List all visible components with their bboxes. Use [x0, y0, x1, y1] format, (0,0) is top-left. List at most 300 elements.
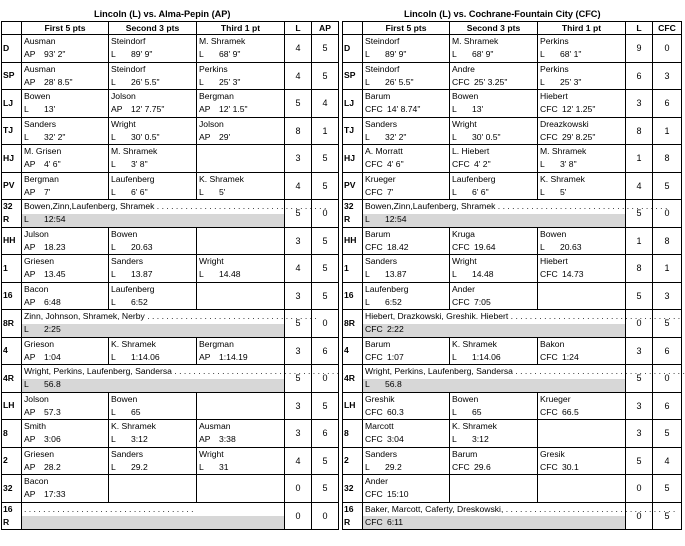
header-event — [343, 22, 363, 35]
athlete-team: AP — [199, 351, 211, 362]
athlete-name: Perkins — [540, 63, 569, 74]
meet-title-cfc: Lincoln (L) vs. Cochrane-Fountain City (CFC) — [404, 9, 601, 19]
athlete-mark: 7' — [44, 186, 51, 197]
third-place-cell — [538, 172, 626, 200]
second-place-cell — [109, 282, 197, 310]
athlete-team: L — [540, 159, 545, 169]
athlete-name: Bergman — [199, 91, 234, 101]
athlete-mark: 26' 5.5" — [385, 76, 414, 87]
athlete-name: Bergman — [199, 338, 234, 349]
third-place-cell — [197, 145, 285, 173]
athlete-team: L — [111, 159, 116, 169]
event-code: SP — [2, 62, 22, 90]
relay-mark: 2:25 — [44, 324, 61, 334]
mark-line — [111, 462, 148, 473]
mark-line — [24, 352, 61, 363]
athlete-team: L — [452, 104, 457, 114]
mark-line — [111, 187, 148, 198]
score-team-a: 3 — [626, 392, 653, 420]
header-second: Second 3 pts — [450, 22, 538, 35]
third-place-cell — [197, 447, 285, 475]
event-row — [343, 227, 682, 255]
athlete-mark: 89' 9" — [131, 49, 153, 59]
dot-leader-text: . . . . . . . . . . . . . . . . . . . . . . . . . . . . . . . . . . . . — [24, 503, 194, 514]
athlete-team: L — [111, 296, 116, 307]
score-team-a: 3 — [285, 282, 312, 310]
mark-line — [111, 132, 160, 143]
mark-line — [199, 269, 241, 280]
event-code: PV — [343, 172, 363, 200]
mark-line — [452, 159, 491, 170]
event-code: 16 — [2, 282, 22, 310]
score-team-a: 5 — [285, 90, 312, 118]
athlete-team: L — [111, 269, 116, 279]
relay-line — [365, 503, 676, 515]
athlete-name: Steindorf — [365, 36, 400, 46]
athlete-team: L — [111, 76, 116, 87]
second-place-cell — [109, 62, 197, 90]
score-team-a: 0 — [626, 310, 653, 338]
relay-mark-line — [24, 324, 61, 335]
event-row — [343, 475, 682, 503]
mark-line — [365, 434, 404, 445]
athlete-mark: 65 — [472, 406, 482, 417]
event-code: 32 — [343, 475, 363, 503]
first-place-cell — [22, 447, 109, 475]
athlete-mark: 6:48 — [44, 296, 61, 307]
third-place-cell — [197, 282, 285, 310]
third-place-cell — [197, 255, 285, 283]
third-place-cell — [538, 145, 626, 173]
mark-line — [540, 104, 595, 115]
athlete-name: M. Shramek — [199, 36, 246, 46]
athlete-name: Laufenberg — [111, 173, 155, 184]
athlete-team: CFC — [365, 406, 383, 417]
athlete-team: CFC — [540, 461, 558, 472]
second-place-cell — [109, 392, 197, 420]
athlete-team: L — [24, 104, 29, 114]
third-place-cell — [197, 117, 285, 145]
event-row — [2, 255, 339, 283]
athlete-team: L — [452, 131, 457, 142]
athlete-mark: 32' 2" — [385, 131, 407, 142]
first-place-cell — [363, 392, 450, 420]
mark-line — [24, 104, 55, 115]
event-row — [343, 502, 682, 530]
athlete-name: Ander — [365, 476, 388, 486]
header-team-b: CFC — [653, 22, 682, 35]
athlete-mark: 3' 8" — [560, 159, 577, 169]
third-place-cell — [538, 475, 626, 503]
mark-line — [540, 489, 560, 500]
athlete-name: Jolson — [199, 118, 224, 129]
score-team-b: 5 — [312, 255, 339, 283]
score-team-a: 9 — [626, 35, 653, 63]
second-place-cell — [450, 62, 538, 90]
athlete-mark: 4' 6" — [44, 159, 61, 169]
first-place-cell — [363, 475, 450, 503]
athlete-team: CFC — [365, 434, 383, 444]
second-place-cell — [109, 447, 197, 475]
third-place-cell — [197, 475, 285, 503]
athlete-mark: 15:10 — [387, 489, 409, 499]
athlete-name: Krueger — [540, 393, 571, 404]
third-place-cell — [197, 62, 285, 90]
athlete-team: CFC — [452, 461, 470, 472]
athlete-team: CFC — [452, 159, 470, 169]
event-row — [2, 172, 339, 200]
score-team-a: 3 — [285, 392, 312, 420]
score-team-a: 4 — [285, 35, 312, 63]
athlete-name: Hiebert — [540, 256, 568, 266]
athlete-name: Bakon — [540, 338, 565, 349]
score-team-a: 5 — [285, 200, 312, 228]
mark-line — [365, 462, 402, 473]
event-row — [2, 117, 339, 145]
athlete-mark: 29.6 — [474, 461, 491, 472]
score-team-b: 0 — [312, 200, 339, 228]
score-team-a: 0 — [285, 475, 312, 503]
header-first: First 5 pts — [22, 22, 109, 35]
third-place-cell — [538, 35, 626, 63]
athlete-name: Smith — [24, 421, 46, 431]
athlete-team: CFC — [365, 489, 383, 499]
event-row — [2, 200, 339, 228]
event-code: PV — [2, 172, 22, 200]
third-place-cell — [538, 62, 626, 90]
score-team-b: 0 — [653, 365, 682, 393]
mark-line — [24, 49, 65, 60]
relay-result — [22, 365, 344, 393]
relay-mark: 12:54 — [44, 214, 66, 224]
score-team-b: 0 — [312, 365, 339, 393]
athlete-mark: 29' 8.25" — [562, 131, 596, 142]
event-code: 2 — [343, 447, 363, 475]
event-row — [343, 90, 682, 118]
event-row — [2, 502, 339, 530]
second-place-cell — [450, 447, 538, 475]
athlete-name: M. Shramek — [452, 36, 499, 46]
dot-leader — [22, 516, 284, 529]
second-place-cell — [109, 35, 197, 63]
event-row — [343, 172, 682, 200]
first-place-cell — [363, 145, 450, 173]
score-team-a: 4 — [285, 172, 312, 200]
relay-names: Bowen,Zinn,Laufenberg, Shramek — [24, 201, 155, 211]
first-place-cell — [363, 117, 450, 145]
athlete-team: L — [199, 76, 204, 87]
athlete-team: AP — [24, 406, 36, 417]
athlete-mark: 3' 8" — [131, 159, 148, 169]
athlete-team: AP — [24, 241, 36, 252]
first-place-cell — [363, 90, 450, 118]
event-row — [2, 90, 339, 118]
score-team-a: 4 — [626, 172, 653, 200]
athlete-name: Kruga — [452, 228, 475, 239]
third-place-cell — [538, 447, 626, 475]
mark-line — [540, 407, 579, 418]
mark-line — [452, 297, 491, 308]
athlete-mark: 25' 3.25" — [474, 76, 508, 87]
third-place-cell — [197, 90, 285, 118]
second-place-cell — [450, 172, 538, 200]
mark-line — [111, 269, 153, 280]
athlete-name: L. Hiebert — [452, 146, 490, 156]
mark-line — [199, 132, 230, 143]
mark-line — [199, 407, 219, 418]
score-team-b: 6 — [312, 337, 339, 365]
athlete-team: L — [111, 434, 116, 444]
relay-line — [365, 311, 681, 322]
athlete-team: AP — [24, 186, 36, 197]
athlete-team: L — [111, 186, 116, 197]
score-team-b: 0 — [312, 310, 339, 338]
header-event — [2, 22, 22, 35]
event-code: 16 — [343, 282, 363, 310]
mark-line — [24, 434, 61, 445]
first-place-cell — [22, 117, 109, 145]
score-team-b: 0 — [653, 200, 682, 228]
score-team-a: 5 — [626, 200, 653, 228]
athlete-mark: 5' — [560, 186, 567, 197]
athlete-name: Laufenberg — [365, 283, 409, 294]
score-team-a: 3 — [285, 420, 312, 448]
event-code: HH — [343, 227, 363, 255]
athlete-name: M. Grisen — [24, 146, 62, 156]
score-team-b: 5 — [312, 35, 339, 63]
mark-line — [24, 462, 61, 473]
mark-line — [365, 104, 420, 115]
athlete-name: Steindorf — [111, 36, 146, 46]
athlete-name: Ausman — [24, 63, 56, 74]
relay-names: Wright, Perkins, Laufenberg, Sandersa — [24, 366, 172, 376]
event-code: 4 — [2, 337, 22, 365]
athlete-mark: 30' 0.5" — [131, 131, 160, 142]
athlete-mark: 32' 2" — [44, 131, 66, 142]
athlete-name: Perkins — [540, 36, 569, 46]
relay-line — [24, 366, 344, 377]
athlete-mark: 1:14.06 — [131, 351, 160, 362]
athlete-mark: 4' 2" — [474, 159, 491, 169]
mark-line — [199, 49, 240, 60]
score-team-a: 5 — [285, 310, 312, 338]
third-place-cell — [538, 420, 626, 448]
mark-line — [24, 489, 66, 500]
third-place-cell — [538, 337, 626, 365]
athlete-team: CFC — [540, 269, 558, 279]
athlete-name: M. Shramek — [540, 146, 587, 156]
mark-line — [199, 489, 219, 500]
second-place-cell — [109, 337, 197, 365]
first-place-cell — [363, 35, 450, 63]
results-table-cfc — [342, 21, 685, 530]
athlete-name: Marcott — [365, 421, 394, 431]
mark-line — [111, 104, 164, 115]
athlete-name: Wright — [199, 448, 224, 459]
athlete-team: L — [452, 186, 457, 197]
athlete-mark: 1:14.19 — [219, 351, 248, 362]
mark-line — [540, 462, 579, 473]
athlete-name: K. Shramek — [452, 421, 497, 431]
relay-names: Zinn, Johnson, Shramek, Nerby — [24, 311, 145, 321]
athlete-mark: 4' 6" — [387, 159, 404, 169]
mark-line — [452, 49, 493, 60]
first-place-cell — [22, 475, 109, 503]
athlete-team: L — [540, 241, 545, 252]
athlete-name: Barum — [365, 228, 391, 239]
athlete-team: L — [365, 49, 370, 59]
athlete-team: L — [111, 351, 116, 362]
dot-leader — [22, 379, 284, 392]
mark-line — [111, 352, 160, 363]
third-place-cell — [197, 172, 285, 200]
athlete-name: Bowen — [452, 91, 479, 101]
mark-line — [365, 49, 406, 60]
athlete-name: Ausman — [199, 421, 231, 431]
mark-line — [365, 187, 393, 198]
score-team-b: 3 — [653, 62, 682, 90]
mark-line — [24, 187, 50, 198]
athlete-mark: 29.2 — [385, 461, 402, 472]
event-code: SP — [343, 62, 363, 90]
dot-leader — [363, 379, 625, 392]
event-code: 32 R — [2, 200, 22, 228]
relay-mark: 12:54 — [385, 214, 407, 224]
athlete-mark: 6:52 — [385, 296, 402, 307]
athlete-team: AP — [111, 104, 123, 114]
relay-mark: 2:22 — [387, 324, 404, 334]
athlete-mark: 13' — [472, 104, 484, 114]
athlete-name: Bacon — [24, 283, 49, 294]
score-team-b: 5 — [653, 502, 682, 530]
dot-leader — [22, 324, 284, 337]
mark-line — [452, 462, 491, 473]
athlete-team: CFC — [365, 159, 383, 169]
second-place-cell — [109, 172, 197, 200]
athlete-team: L — [111, 241, 116, 252]
athlete-team: AP — [24, 461, 36, 472]
second-place-cell — [450, 282, 538, 310]
first-place-cell — [22, 392, 109, 420]
dot-leader-text: . . . . . . . . . . . . . . . . . . . . . . . . . . . . . . . . . . . . — [154, 201, 327, 211]
event-code: HJ — [343, 145, 363, 173]
second-place-cell — [109, 420, 197, 448]
score-team-b: 5 — [653, 172, 682, 200]
athlete-mark: 3:06 — [44, 434, 61, 444]
athlete-mark: 18.23 — [44, 241, 66, 252]
athlete-team: AP — [24, 351, 36, 362]
athlete-name: Jolson — [24, 393, 49, 404]
mark-line — [452, 187, 489, 198]
athlete-team: CFC — [540, 131, 558, 142]
mark-line — [540, 132, 595, 143]
mark-line — [111, 159, 148, 170]
score-team-b: 8 — [653, 145, 682, 173]
event-row — [343, 392, 682, 420]
score-team-a: 8 — [626, 255, 653, 283]
relay-team: CFC — [365, 324, 383, 334]
score-team-b: 4 — [653, 447, 682, 475]
score-team-b: 1 — [653, 117, 682, 145]
mark-line — [24, 242, 66, 253]
mark-line — [452, 407, 482, 418]
mark-line — [452, 104, 483, 115]
athlete-mark: 17:33 — [44, 489, 66, 499]
athlete-team: L — [111, 406, 116, 417]
mark-line — [540, 77, 581, 88]
athlete-name: A. Morratt — [365, 146, 403, 156]
first-place-cell — [22, 420, 109, 448]
athlete-name: Ander — [452, 283, 475, 294]
athlete-team: CFC — [540, 406, 558, 417]
athlete-team: CFC — [365, 241, 383, 252]
event-row — [2, 310, 339, 338]
event-code: LH — [2, 392, 22, 420]
first-place-cell — [363, 337, 450, 365]
athlete-team: AP — [199, 434, 211, 444]
score-team-b: 5 — [312, 475, 339, 503]
score-team-a: 3 — [626, 337, 653, 365]
event-code: 2 — [2, 447, 22, 475]
relay-team: CFC — [365, 516, 383, 527]
athlete-team: L — [24, 131, 29, 142]
athlete-name: Barum — [365, 338, 391, 349]
score-team-b: 5 — [653, 475, 682, 503]
event-row — [343, 117, 682, 145]
event-row — [343, 145, 682, 173]
mark-line — [365, 77, 414, 88]
athlete-mark: 60.3 — [387, 406, 404, 417]
mark-line — [365, 489, 409, 500]
relay-mark: 56.8 — [385, 379, 402, 389]
first-place-cell — [363, 227, 450, 255]
athlete-name: K. Shramek — [111, 338, 156, 349]
second-place-cell — [450, 392, 538, 420]
athlete-team: L — [540, 186, 545, 197]
athlete-mark: 26' 5.5" — [131, 76, 160, 87]
athlete-name: Bacon — [24, 476, 49, 486]
athlete-mark: 68' 9" — [472, 49, 494, 59]
score-team-b: 5 — [312, 227, 339, 255]
athlete-mark: 93' 2" — [44, 49, 66, 59]
relay-mark-line — [24, 214, 66, 225]
mark-line — [199, 434, 236, 445]
athlete-team: AP — [24, 76, 36, 87]
relay-mark-line — [24, 517, 44, 528]
relay-result — [363, 200, 668, 228]
athlete-name: Laufenberg — [111, 283, 155, 294]
athlete-team: L — [452, 351, 457, 362]
relay-team: L — [24, 324, 29, 334]
athlete-team: AP — [199, 104, 211, 114]
mark-line — [540, 159, 577, 170]
first-place-cell — [22, 35, 109, 63]
mark-line — [452, 352, 501, 363]
athlete-team: L — [452, 434, 457, 444]
second-place-cell — [450, 420, 538, 448]
athlete-name: Sanders — [111, 256, 144, 266]
athlete-team: L — [365, 76, 370, 87]
event-row — [343, 447, 682, 475]
athlete-team: L — [111, 131, 116, 142]
first-place-cell — [363, 447, 450, 475]
second-place-cell — [450, 475, 538, 503]
event-code: 32 R — [343, 200, 363, 228]
third-place-cell — [538, 117, 626, 145]
athlete-name: Bergman — [24, 173, 59, 184]
score-team-a: 4 — [285, 255, 312, 283]
score-team-a: 1 — [626, 227, 653, 255]
